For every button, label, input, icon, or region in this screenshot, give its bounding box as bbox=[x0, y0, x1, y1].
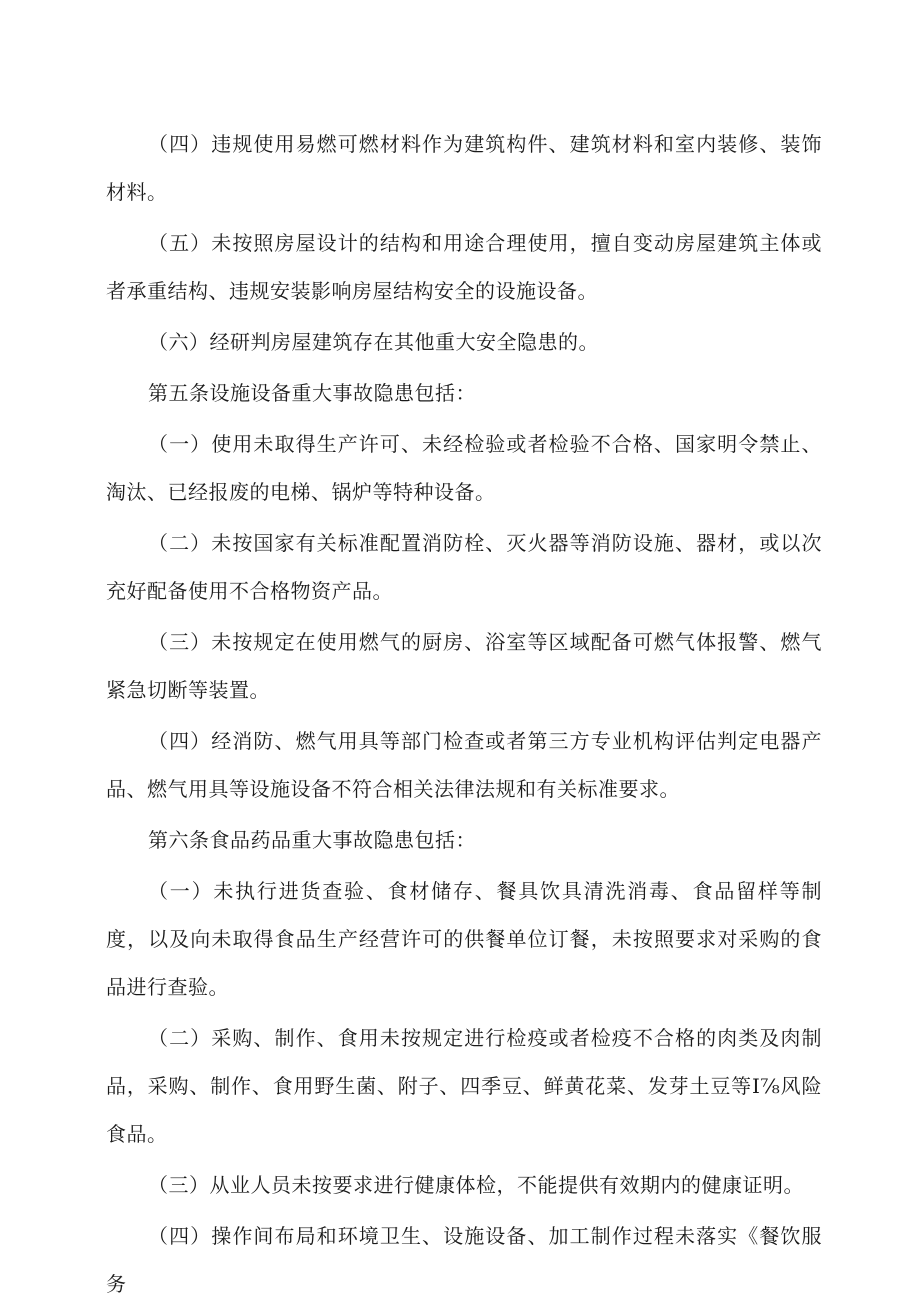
paragraph-item-3-health-check: （三）从业人员未按要求进行健康体检，不能提供有效期内的健康证明。 bbox=[148, 1173, 804, 1197]
document-body bbox=[106, 120, 822, 1311]
paragraph-item-6-other-hazards: （六）经研判房屋建筑存在其他重大安全隐患的。 bbox=[148, 330, 599, 354]
paragraph-item-1-special-equipment: （一）使用未取得生产许可、未经检验或者检验不合格、国家明令禁止、淘汰、已经报废的电梯、锅炉等特种设备。 bbox=[106, 432, 822, 504]
paragraph-item-2-fire-facilities: （二）未按国家有关标准配置消防栓、灭火器等消防设施、器材，或以次充好配备使用不合格物资产品。 bbox=[106, 531, 822, 603]
paragraph-item-5-structure: （五）未按照房屋设计的结构和用途合理使用，擅自变动房屋建筑主体或者承重结构、违规安装影响房屋结构安全的设施设备。 bbox=[106, 231, 822, 303]
article-5-heading: 第五条设施设备重大事故隐患包括： bbox=[148, 381, 476, 405]
paragraph-item-3-gas-alarm: （三）未按规定在使用燃气的厨房、浴室等区域配备可燃气体报警、燃气紧急切断等装置。 bbox=[106, 630, 822, 702]
paragraph-item-1-food-inspection: （一）未执行进货查验、食材储存、餐具饮具清洗消毒、食品留样等制度，以及向未取得食品生产经营许可的供餐单位订餐，未按照要求对采购的食品进行查验。 bbox=[106, 879, 822, 999]
paragraph-item-4-inspection: （四）经消防、燃气用具等部门检查或者第三方专业机构评估判定电器产品、燃气用具等设施设备不符合相关法律法规和有关标准要求。 bbox=[106, 729, 822, 801]
paragraph-item-4-materials: （四）违规使用易燃可燃材料作为建筑构件、建筑材料和室内装修、装饰材料。 bbox=[106, 132, 822, 204]
article-6-heading: 第六条食品药品重大事故隐患包括： bbox=[148, 828, 476, 852]
paragraph-item-2-quarantine: （二）采购、制作、食用未按规定进行检疫或者检疫不合格的肉类及肉制品，采购、制作、食用野生菌、附子、四季豆、鲜黄花菜、发芽土豆等I⅞风险食品。 bbox=[106, 1026, 822, 1146]
paragraph-item-4-kitchen-layout: （四）操作间布局和环境卫生、设施设备、加工制作过程未落实《餐饮服务 bbox=[106, 1224, 822, 1296]
